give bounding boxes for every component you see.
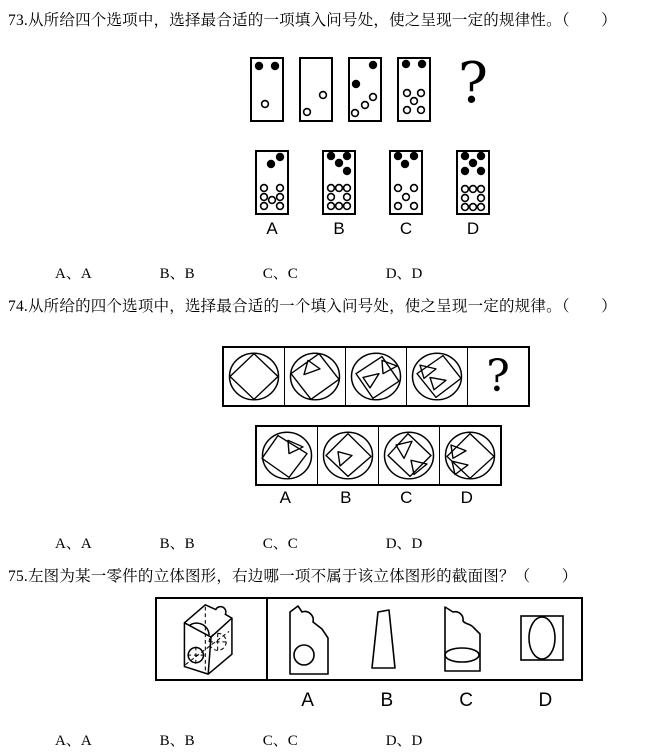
q74-answer-C[interactable]: C、C [262, 536, 298, 552]
q75-sections-box [266, 597, 583, 681]
q74-sequence-strip [222, 346, 530, 407]
option-figure-A [257, 427, 318, 484]
option-figure-D [440, 427, 500, 484]
q75-answer-D[interactable]: D、D [385, 733, 423, 749]
q73-answer-A[interactable]: A、A [55, 266, 92, 282]
section-figure-A [272, 599, 342, 679]
q74-answer-B[interactable]: B、B [159, 536, 195, 552]
q75-solid-figure-box [155, 597, 268, 681]
q73-label-D: D [466, 219, 480, 238]
q74-answer-D[interactable]: D、D [385, 536, 423, 552]
question-73-number: 73. [8, 12, 28, 29]
section-figure-C [429, 599, 499, 679]
option-figure-A [255, 150, 289, 215]
section-figure-D [507, 599, 577, 679]
q75-label-D: D [538, 690, 553, 711]
option-figure-D [456, 150, 490, 215]
figure-panel [397, 57, 431, 122]
q73-options-row [255, 150, 523, 215]
q75-figure [155, 597, 583, 681]
q73-sequence-row [250, 57, 446, 122]
q74-label-A: A [279, 488, 291, 507]
q73-option-labels [255, 219, 523, 239]
q73-answer-choices [55, 262, 422, 283]
question-75-text: 75.左图为某一零件的立体图形，右边哪一项不属于该立体图形的截面图？（ ） [8, 568, 578, 585]
q73-label-A: A [266, 219, 278, 238]
q74-question-mark: ? [486, 350, 510, 402]
q74-option-labels [255, 488, 497, 508]
q73-answer-C[interactable]: C、C [262, 266, 298, 282]
figure-cell-2 [285, 348, 346, 405]
q73-question-mark: ? [458, 51, 489, 116]
option-figure-C [379, 427, 440, 484]
q74-answer-choices [55, 532, 422, 553]
q73-answer-D[interactable]: D、D [385, 266, 423, 282]
solid-part-drawing [157, 601, 266, 677]
q75-option-labels [268, 690, 585, 712]
option-figure-B [322, 150, 356, 215]
q75-answer-choices [55, 729, 422, 750]
question-75-number: 75. [8, 568, 28, 585]
q75-label-B: B [380, 690, 394, 711]
option-figure-B [318, 427, 379, 484]
q74-label-B: B [340, 488, 352, 507]
q74-answer-A[interactable]: A、A [55, 536, 92, 552]
q74-options-strip [255, 425, 502, 486]
figure-panel [348, 57, 382, 122]
section-figure-B [350, 599, 420, 679]
question-73-text: 73.从所给四个选项中，选择最合适的一项填入问号处，使之呈现一定的规律性。（ ） [8, 12, 617, 29]
option-figure-C [389, 150, 423, 215]
q75-label-A: A [301, 690, 314, 711]
q75-label-C: C [459, 690, 473, 711]
q74-label-C: C [400, 488, 413, 507]
q75-answer-A[interactable]: A、A [55, 733, 92, 749]
question-74-number: 74. [8, 298, 28, 315]
figure-panel [250, 57, 284, 122]
q75-answer-C[interactable]: C、C [262, 733, 298, 749]
q73-answer-B[interactable]: B、B [159, 266, 195, 282]
figure-cell-3 [346, 348, 407, 405]
q73-label-B: B [333, 219, 345, 238]
question-74-text: 74.从所给的四个选项中，选择最合适的一个填入问号处，使之呈现一定的规律。（ ） [8, 298, 617, 315]
q75-answer-B[interactable]: B、B [159, 733, 195, 749]
q74-label-D: D [460, 488, 473, 507]
q73-label-C: C [399, 219, 413, 238]
figure-panel [299, 57, 333, 122]
figure-cell-4 [407, 348, 468, 405]
figure-cell-1 [224, 348, 285, 405]
